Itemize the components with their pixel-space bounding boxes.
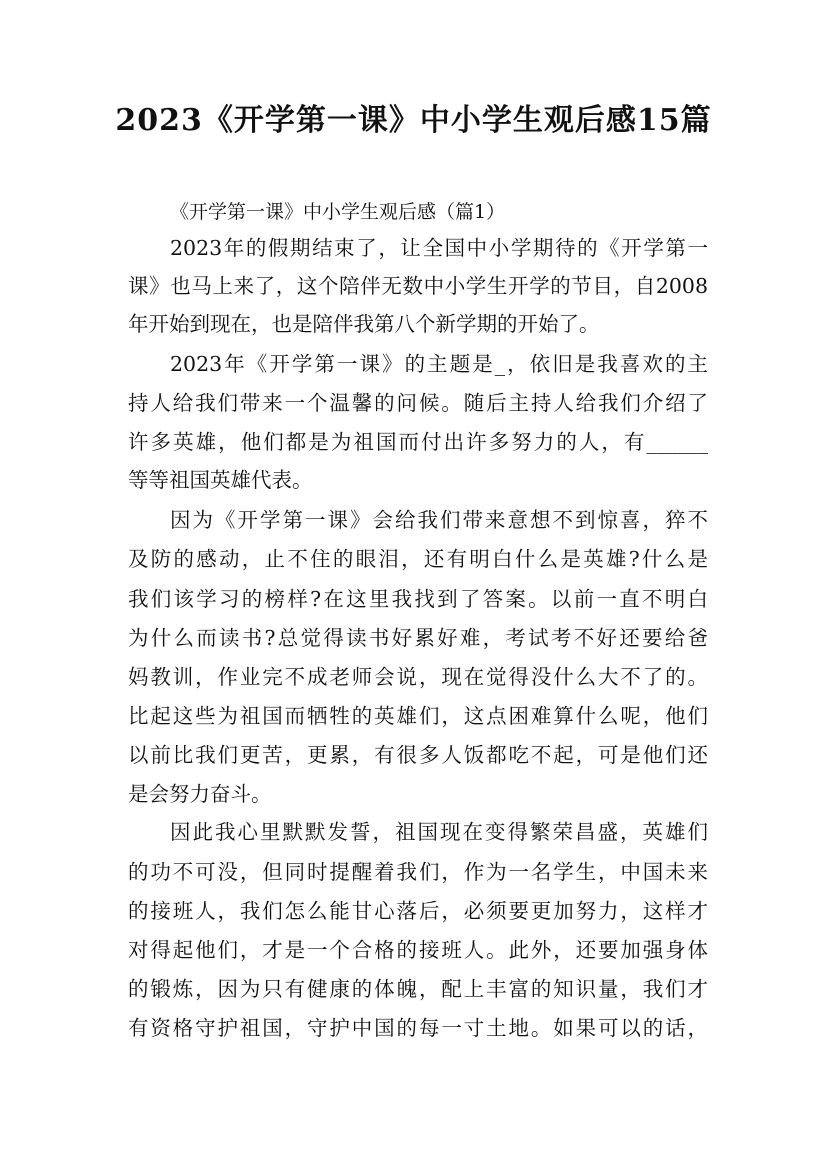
paragraph-line: 等等祖国英雄代表。: [128, 468, 313, 492]
paragraph-line: 持人给我们带来一个温馨的问候。随后主持人给我们介绍了: [128, 391, 708, 415]
paragraph-line: 2023年的假期结束了，让全国中小学期待的《开学第一: [170, 236, 708, 260]
document-title: 2023《开学第一课》中小学生观后感15篇: [115, 103, 712, 138]
paragraph-line: 课》也马上来了，这个陪伴无数中小学生开学的节目，自2008: [128, 274, 708, 298]
paragraph-line: 的接班人，我们怎么能甘心落后，必须要更加努力，这样才: [128, 899, 708, 923]
paragraph-line: 比起这些为祖国而牺牲的英雄们，这点困难算什么呢，他们: [128, 704, 708, 728]
paragraph-line: 及防的感动，止不住的眼泪，还有明白什么是英雄?什么是: [128, 547, 708, 571]
section-heading: 《开学第一课》中小学生观后感（篇1）: [170, 201, 506, 223]
paragraph-line: 我们该学习的榜样?在这里我找到了答案。以前一直不明白: [128, 587, 708, 611]
paragraph-line: 因为《开学第一课》会给我们带来意想不到惊喜，猝不: [170, 508, 708, 532]
paragraph-line: 是会努力奋斗。: [128, 782, 272, 806]
paragraph-line: 对得起他们，才是一个合格的接班人。此外，还要加强身体: [128, 938, 708, 962]
paragraph-line: 年开始到现在，也是陪伴我第八个新学期的开始了。: [128, 312, 600, 336]
paragraph-line: 的功不可没，但同时提醒着我们，作为一名学生，中国未来: [128, 860, 708, 884]
paragraph-line: 的锻炼，因为只有健康的体魄，配上丰富的知识量，我们才: [128, 977, 708, 1001]
paragraph-line: 有资格守护祖国，守护中国的每一寸土地。如果可以的话，: [128, 1016, 708, 1040]
paragraph-line: 2023年《开学第一课》的主题是_，依旧是我喜欢的主: [170, 352, 708, 376]
paragraph-line: 许多英雄，他们都是为祖国而付出许多努力的人，有______: [128, 430, 708, 454]
paragraph-line: 妈教训，作业完不成老师会说，现在觉得没什么大不了的。: [128, 665, 708, 689]
paragraph-line: 以前比我们更苦，更累，有很多人饭都吃不起，可是他们还: [128, 743, 708, 767]
paragraph-line: 为什么而读书?总觉得读书好累好难，考试考不好还要给爸: [128, 626, 708, 650]
paragraph-line: 因此我心里默默发誓，祖国现在变得繁荣昌盛，英雄们: [170, 820, 708, 844]
